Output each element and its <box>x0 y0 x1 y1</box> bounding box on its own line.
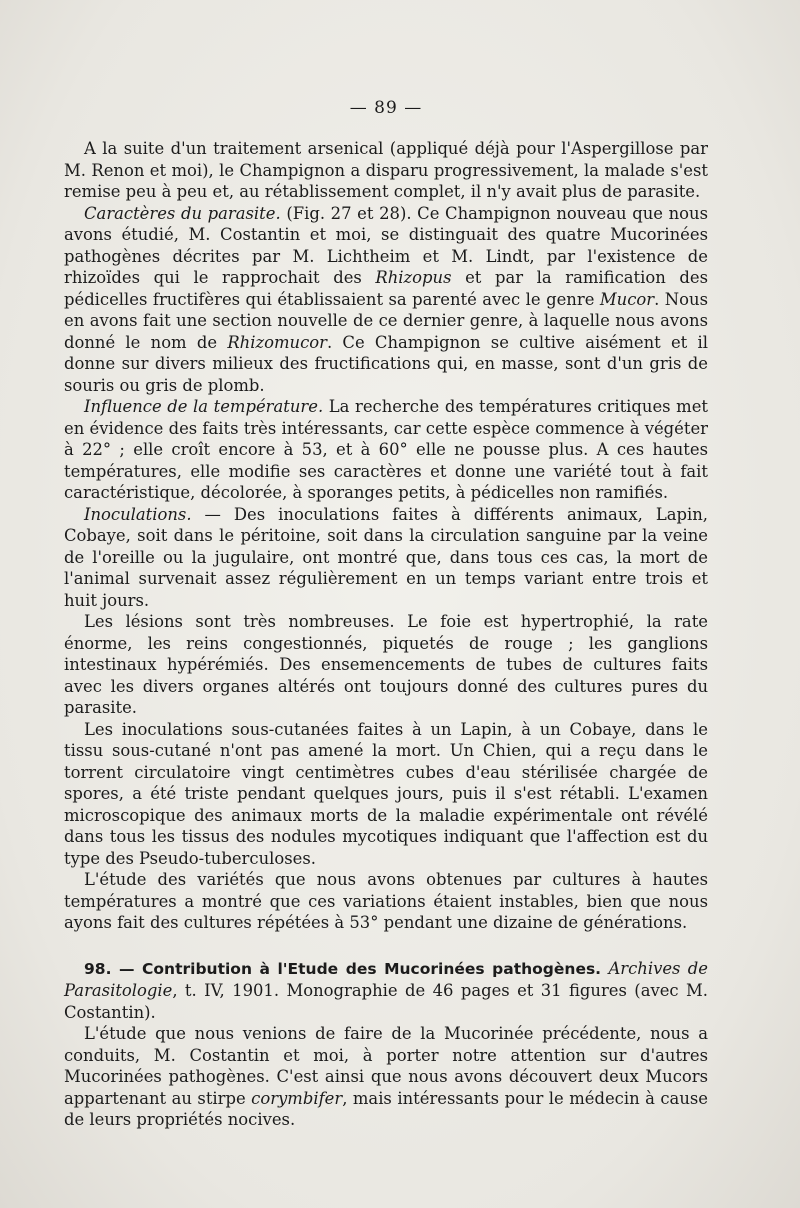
paragraph-parasite-characters <box>64 203 708 397</box>
text-span: , mais intéressants pour le médecin à cause de leurs propriétés nocives. <box>64 1088 708 1129</box>
text-span: et par la ramification des pédicelles fructifères qui établissaient sa parenté avec le genre <box>64 268 708 309</box>
text-span: (Fig. 27 et 28). Ce Champignon nouveau que nous avons étudié, M. Costantin et moi, se distinguait des quatre Mucorinées pathogènes décrites par M. Lichtheim et M. Lindt, par l'existence de rhizoïdes qui le rapprochait des <box>64 203 708 287</box>
genus-mucor: Mucor <box>599 289 655 309</box>
genus-rhizomucor: Rhizomucor <box>227 332 327 352</box>
paragraph-inoculations <box>64 504 708 612</box>
text-span: L'étude que nous venions de faire de la Mucorinée précédente, nous a conduits, M. Costantin et moi, à porter notre attention sur d'autres Mucorinées pathogènes. C'est ainsi que nous avons découvert deux Mucors appartenant au stirpe <box>64 1024 708 1108</box>
journal-title: Archives de Parasitologie <box>64 958 708 1000</box>
paragraph-lesions: Les lésions sont très nombreuses. Le foie est hypertrophié, la rate énorme, les reins congestionnés, piquetés de rouge ; les ganglions intestinaux hypérémiés. Des ensemencements de tubes de cultures faits avec les divers organes altérés ont toujours donné des cultures pures du parasite. <box>64 612 708 717</box>
page-number: — 89 — <box>349 98 423 118</box>
text-span: . Nous en avons fait une section nouvelle de ce dernier genre, à laquelle nous avons donné le nom de <box>64 289 708 352</box>
bibliography-entry-98 <box>64 958 708 1024</box>
paragraph-varieties: L'étude des variétés que nous avons obtenues par cultures à hautes températures a montré que ces variations étaient instables, bien que nous ayons fait des cultures répétées à 53° pendant une dizaine de générations. <box>64 870 708 932</box>
stirpe-corymbifer: corymbifer <box>251 1088 343 1108</box>
text-span: — Des inoculations faites à différents animaux, Lapin, Cobaye, soit dans le péritoine, soit dans la circulation sanguine par la veine de l'oreille ou la jugulaire, ont montré que, dans tous ces cas, la mort de l'animal survenait assez régulièrement en un temps variant entre trois et huit jours. <box>64 504 708 610</box>
genus-rhizopus: Rhizopus <box>375 268 452 287</box>
paragraph-subcutaneous: Les inoculations sous-cutanées faites à un Lapin, à un Cobaye, dans le tissu sous-cutané n'ont pas amené la mort. Un Chien, qui a reçu dans le torrent circulatoire vingt centimètres cubes d'eau stérilisée chargée de spores, a été triste pendant quelques jours, puis il s'est rétabli. L'examen microscopique des animaux morts de la maladie expérimentale ont révélé dans tous les tissus des nodules mycotiques indiquant que l'affection est du type des Pseudo-tuberculoses. <box>64 719 708 868</box>
section-lead-temperature: Influence de la température. <box>84 397 324 416</box>
section-lead-caracteres: Caractères du parasite. <box>84 203 281 223</box>
body-text <box>64 138 708 1131</box>
section-lead-inoculations: Inoculations. <box>84 504 192 524</box>
paragraph-temperature <box>64 396 708 504</box>
paragraph-mucorinees-study <box>64 1023 708 1131</box>
entry-title: 98. — Contribution à l'Etude des Mucorinées pathogènes. <box>84 959 602 978</box>
text-span: . Ce Champignon se cultive aisément et il donne sur divers milieux des fructifications qui, en masse, sont d'un gris de souris ou gris de plomb. <box>64 332 709 395</box>
paragraph-arsenical-treatment: A la suite d'un traitement arsenical (appliqué déjà pour l'Aspergillose par M. Renon et moi), le Champignon a disparu progressivement, la malade s'est remise peu à peu et, au rétablissement complet, il n'y avait plus de parasite. <box>64 139 708 201</box>
text-span: La recherche des températures critiques met en évidence des faits très intéressants, car cette espèce commence à végéter à 22° ; elle croît encore à 53, et à 60° elle ne pousse plus. A ces hautes températures, elle modifie ses caractères et donne une variété tout à fait caractéristique, décolorée, à sporanges petits, à pédicelles non ramifiés. <box>64 397 708 502</box>
text-span: , t. IV, 1901. Monographie de 46 pages et 31 figures (avec M. Costantin). <box>64 981 708 1022</box>
